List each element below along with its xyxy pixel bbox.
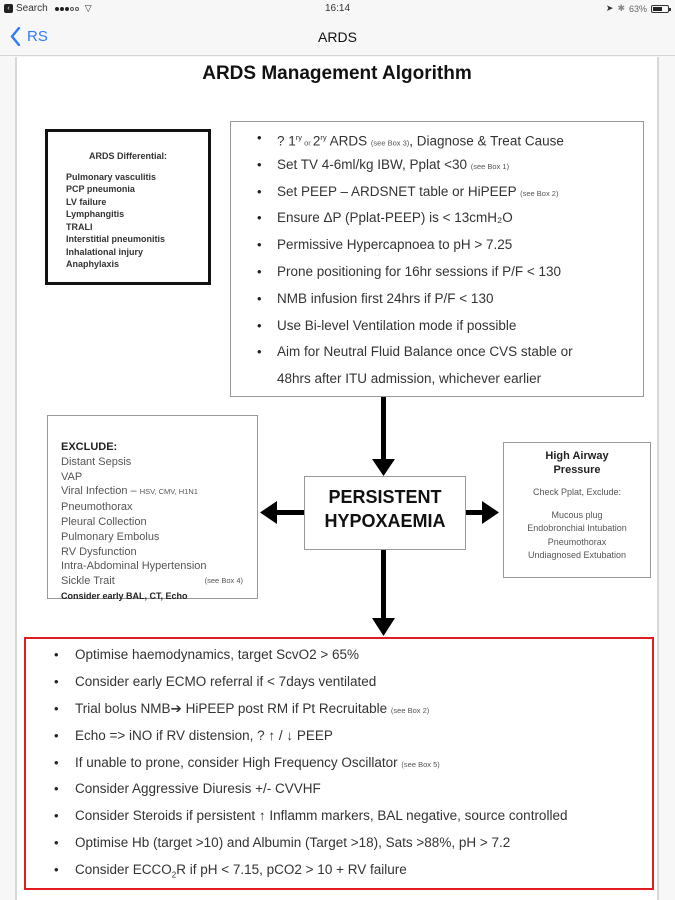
- escalation-step: • Optimise haemodynamics, target ScvO2 > 65%: [26, 645, 652, 672]
- airway-heading-1: High Airway: [545, 450, 609, 462]
- exclude-item-viral: Viral Infection – HSV, CMV, H1N1: [61, 485, 198, 498]
- airway-item: Undiagnosed Extubation: [527, 550, 627, 560]
- management-step: • Aim for Neutral Fluid Balance once CVS stable or: [231, 342, 643, 369]
- differential-item: Inhalational injury: [66, 246, 144, 257]
- airway-heading-2: Pressure: [553, 464, 601, 476]
- management-step: • Permissive Hypercapnoea to pH > 7.25: [231, 235, 643, 262]
- nav-title: ARDS: [318, 29, 357, 45]
- management-step: • Set TV 4-6ml/kg IBW, Pplat <30 (see Box 1): [231, 155, 643, 182]
- document-title: ARDS Management Algorithm: [202, 63, 472, 84]
- management-step: • NMB infusion first 24hrs if P/F < 130: [231, 289, 643, 316]
- status-time: 16:14: [324, 3, 351, 14]
- differential-item: Lymphangitis: [66, 209, 125, 219]
- differential-item: Pulmonary vasculitis: [66, 171, 157, 182]
- airway-item: Mucous plug: [551, 509, 603, 520]
- exclude-item-sickle: Sickle Trait (see Box 4): [61, 575, 243, 588]
- status-right: [606, 3, 669, 14]
- differential-heading: ARDS Differential:: [88, 151, 167, 161]
- initial-management-box: [230, 121, 644, 397]
- exclude-footer: Consider early BAL, CT, Echo: [61, 590, 188, 601]
- escalation-step: • If unable to prone, consider High Frequency Oscillator (see Box 5): [26, 753, 652, 780]
- persistent-hypoxaemia-box: [304, 476, 466, 550]
- exclude-heading: EXCLUDE:: [61, 441, 118, 453]
- exclude-box: [47, 415, 258, 599]
- differential-item: Interstitial pneumonitis: [66, 234, 166, 244]
- exclude-item: Pneumothorax: [61, 501, 133, 514]
- escalation-step: • Trial bolus NMB➔ HiPEEP post RM if Pt Recruitable (see Box 2): [26, 699, 652, 726]
- management-step: • ? $1^{ry}$ or $2^{ry}$ ARDS (see Box 3), Diagnose & Treat Cause: [231, 128, 643, 155]
- management-step: • Ensure ΔP (Pplat-PEEP) is < 13cmH₂O: [231, 208, 643, 235]
- arrow-down-to-hypoxaemia: [372, 397, 395, 476]
- arrow-right-to-airway: [466, 501, 499, 524]
- airway-item: Pneumothorax: [547, 536, 607, 547]
- airway-item: Endobronchial Intubation: [527, 523, 627, 533]
- management-step: • Prone positioning for 16hr sessions if P/F < 130: [231, 262, 643, 289]
- back-button-label: RS: [27, 28, 48, 45]
- back-to-app-icon[interactable]: ‹: [4, 4, 13, 13]
- exclude-item: Pleural Collection: [61, 515, 147, 528]
- escalation-step: • Optimise Hb (target >10) and Albumin (Target >18), Sats >88%, pH > 7.2: [26, 833, 652, 860]
- differential-item: PCP pneumonia: [66, 184, 135, 194]
- location-icon: ➤: [605, 3, 614, 13]
- differential-item: TRALI: [66, 221, 93, 232]
- exclude-item: RV Dysfunction: [61, 545, 137, 558]
- ards-differential-box: [45, 129, 211, 285]
- hypoxaemia-line-2: HYPOXAEMIA: [324, 511, 446, 531]
- escalation-step: • Consider early ECMO referral if < 7days ventilated: [26, 672, 652, 699]
- airway-subheading: Check Pplat, Exclude:: [532, 487, 622, 497]
- document-page[interactable]: [15, 57, 659, 900]
- management-step: • Use Bi-level Ventilation mode if possible: [231, 316, 643, 343]
- exclude-item: Pulmonary Embolus: [61, 530, 160, 543]
- arrow-left-to-exclude: [260, 501, 304, 524]
- management-step: • Set PEEP – ARDSNET table or HiPEEP (see Box 2): [231, 182, 643, 209]
- battery-percent: 63%: [628, 3, 647, 14]
- hypoxaemia-line-1: PERSISTENT: [328, 487, 442, 507]
- escalation-step: • Consider $ECCO_2R$ if pH < 7.15, pCO2 > 10 + RV failure: [26, 860, 652, 887]
- battery-icon: [651, 5, 669, 13]
- exclude-item: Distant Sepsis: [61, 455, 132, 468]
- escalation-step: • Consider Steroids if persistent ↑ Inflamm markers, BAL negative, source controlled: [26, 806, 652, 833]
- back-to-app-label[interactable]: Search: [16, 3, 48, 14]
- arrow-down-to-escalation: [372, 550, 395, 636]
- escalation-box: [24, 637, 654, 890]
- navigation-bar: [0, 20, 675, 56]
- high-airway-pressure-box: [503, 442, 651, 578]
- bluetooth-icon: ✱: [617, 3, 625, 13]
- exclude-item: Intra-Abdominal Hypertension: [61, 560, 207, 573]
- escalation-step: • Consider Aggressive Diuresis +/- CVVHF: [26, 779, 652, 806]
- exclude-item: VAP: [61, 470, 83, 483]
- management-step-continued: 48hrs after ITU admission, whichever earlier: [277, 371, 542, 387]
- differential-item: LV failure: [66, 196, 107, 207]
- wifi-icon: ▽: [84, 3, 92, 13]
- status-bar: [0, 0, 675, 20]
- escalation-step: • Echo => iNO if RV distension, ? ↑ / ↓ PEEP: [26, 726, 652, 753]
- differential-item: Anaphylaxis: [66, 259, 120, 269]
